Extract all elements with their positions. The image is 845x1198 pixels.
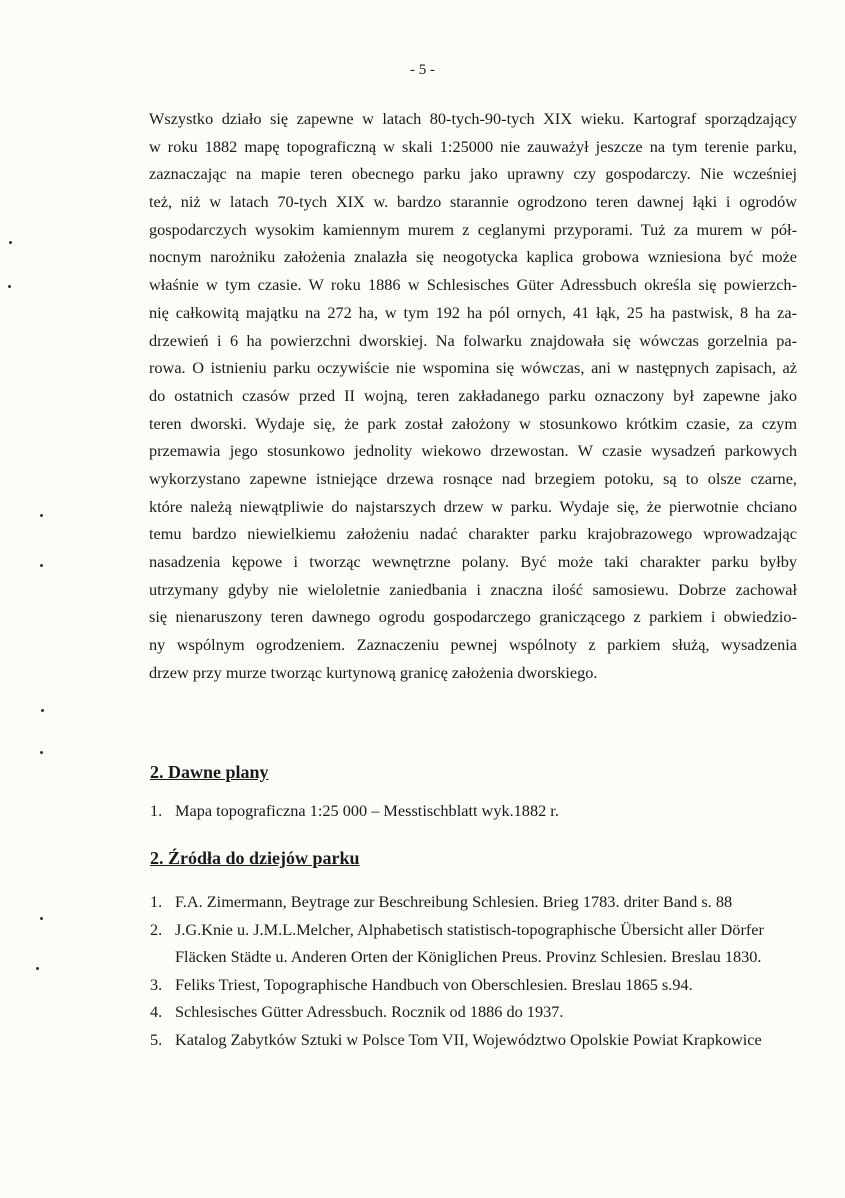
list-item-number: 2. [150,919,163,939]
list-item-text: F.A. Zimermann, Beytrage zur Beschreibung Schlesien. Brieg 1783. driter Band s. 88 [175,892,733,911]
paragraph-line: rowa. O istnieniu parku oczywiście nie wspomina się wówczas, ani w następnych zapisach, aż [149,358,797,378]
section-heading-old-plans: 2. Dawne plany [150,762,269,782]
list-item [150,916,800,944]
paragraph-line: gospodarczych wysokim kamiennym murem z ceglanymi przyporami. Tuż za murem w pół- [149,219,797,239]
list-item-number: 3. [150,974,163,994]
list-item-text: Fläcken Städte u. Anderen Orten der Königlichen Preus. Provinz Schlesien. Breslau 1830. [175,947,762,966]
paragraph-line: które należą niewątpliwie do najstarszych drzew w parku. Wydaje się, że pierwotnie chciano [149,496,797,516]
paragraph-line: też, niż w latach 70-tych XIX w. bardzo starannie ogrodzono teren dawnej łąki i ogrodów [149,192,797,212]
list-item-number: 1. [150,801,163,820]
list-item [150,971,800,999]
paragraph-line: utrzymany gdyby nie wieloletnie zaniedbania i znaczna ilość samosiewu. Dobrze zachował [149,579,797,599]
paragraph-line: właśnie w tym czasie. W roku 1886 w Schlesisches Güter Adressbuch określa się powierzch- [149,275,797,295]
scan-mark [8,285,11,288]
paragraph-line: drzew przy murze tworząc kurtynową granicę założenia dworskiego. [149,662,598,682]
list-item-number: 1. [150,892,163,911]
list-item-text: Feliks Triest, Topographische Handbuch von Oberschlesien. Breslau 1865 s.94. [175,974,693,994]
paragraph-line: ny wspólnym ogrodzeniem. Zaznaczeniu pewnej wspólnoty z parkiem służą, wysadzenia [149,635,797,655]
list-item-text: Katalog Zabytków Sztuki w Polsce Tom VII, Województwo Opolskie Powiat Krapkowice [175,1029,762,1049]
list-item-text: J.G.Knie u. J.M.L.Melcher, Alphabetisch statistisch-topographische Übersicht aller Dörfer [175,919,764,939]
list-item [150,943,800,971]
paragraph-line: przemawia jego stosunkowo jednolity wiekowo drzewostan. W czasie wysadzeń parkowych [149,441,797,461]
paragraph-line: drzewień i 6 ha powierzchni dworskiej. Na folwarku znajdowała się wówczas gorzelnia pa- [149,330,797,350]
scan-mark [40,917,43,920]
list-item-text: Schlesisches Gütter Adressbuch. Rocznik od 1886 do 1937. [175,1002,564,1021]
scan-mark [41,709,44,712]
list-item-number: 5. [150,1029,163,1049]
list-item [150,1026,800,1054]
list-item [150,797,800,825]
scan-mark [40,514,43,517]
body-paragraph [149,105,797,686]
scan-mark [40,564,43,567]
paragraph-line: do ostatnich czasów przed II wojną, teren zakładanego parku oznaczony był zapewne jako [149,385,797,405]
paragraph-line: teren dworski. Wydaje się, że park został założony w stosunkowo krótkim czasie, za czym [149,413,797,433]
paragraph-line: się nienaruszony teren dawnego ogrodu gospodarczego graniczącego z parkiem i obwiedzio- [149,607,797,627]
paragraph-line: temu bardzo niewielkiemu założeniu nadać charakter parku krajobrazowego wprowadzając [149,524,797,544]
section-heading-sources: 2. Źródła do dziejów parku [150,848,360,868]
paragraph-line: nię całkowitą majątku na 272 ha, w tym 192 ha pól ornych, 41 łąk, 25 ha pastwisk, 8 ha za- [149,302,797,322]
page-number: - 5 - [410,62,435,78]
list-item [150,998,800,1026]
list-item-text: Mapa topograficzna 1:25 000 – Messtischblatt wyk.1882 r. [175,801,559,820]
paragraph-line: w roku 1882 mapę topograficzną w skali 1:25000 nie zauważył jeszcze na tym terenie parku, [149,136,797,156]
paragraph-line: Wszystko działo się zapewne w latach 80-tych-90-tych XIX wieku. Kartograf sporządzający [149,109,797,128]
paragraph-line: wykorzystano zapewne istniejące drzewa rosnące nad brzegiem potoku, są to olsze czarne, [149,468,797,488]
paragraph-line: nocnym narożniku założenia znalazła się neogotycka kaplica grobowa wzniesiona być może [149,247,797,267]
scan-mark [9,241,12,244]
scan-mark [40,751,43,754]
sources-list [150,888,800,1053]
paragraph-line: zaznaczając na mapie teren obecnego parku jako uprawny czy gospodarczy. Nie wcześniej [149,164,797,184]
paragraph-line: nasadzenia kępowe i tworząc wewnętrzne polany. Być może taki charakter parku byłby [149,552,797,571]
list-item-number: 4. [150,1002,163,1021]
scan-mark [36,967,39,970]
list-item [150,888,800,916]
old-plans-list [150,797,800,825]
